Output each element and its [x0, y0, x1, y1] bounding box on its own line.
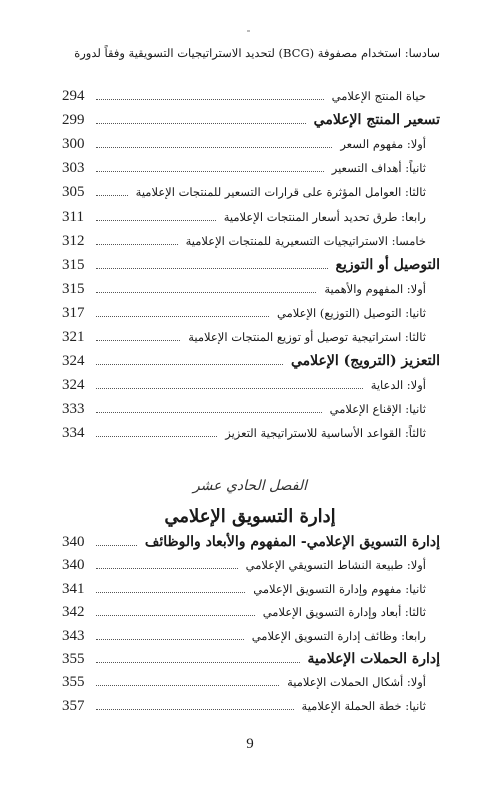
toc-entry-page: 315 [62, 280, 85, 297]
toc-entry-title: ثانيا: مفهوم وإدارة التسويق الإعلامي [253, 581, 426, 596]
toc-entry [62, 277, 440, 299]
toc-entry-title: إدارة التسويق الإعلامي- المفهوم والأبعاد والوظائف [144, 534, 440, 550]
toc-entry-page: 294 [62, 88, 85, 104]
toc-entry-title: رابعا: وظائف إدارة التسويق الإعلامي [251, 628, 426, 643]
toc-entry-page: 300 [62, 136, 85, 153]
dot-leader [96, 98, 324, 100]
toc-entry-title: أولا: مفهوم السعر [340, 137, 426, 152]
toc-entry [62, 421, 440, 443]
toc-entry-title: تسعير المنتج الإعلامي [313, 112, 440, 129]
dot-leader [96, 435, 217, 437]
toc-entry-title: أولا: الدعاية [370, 378, 426, 393]
dot-leader [96, 315, 269, 317]
toc-entry-page: 311 [62, 208, 84, 225]
toc-entry-page: 321 [62, 329, 85, 345]
toc-entry [62, 600, 440, 622]
toc-entry [62, 132, 440, 154]
toc-entry-page: 324 [62, 353, 85, 370]
toc-section-heading [62, 253, 440, 275]
chapter-title: إدارة التسويق الإعلامي [164, 506, 336, 527]
toc-entry [62, 229, 440, 251]
toc-entry [62, 325, 440, 347]
toc-entry-title: ثالثاً: القواعد الأساسية للاستراتيجية التعزيز [225, 426, 426, 441]
toc-entry-page: 303 [62, 160, 85, 177]
toc-entry-page: 305 [62, 184, 85, 201]
toc-entry-title: ثانيا: التوصيل (التوزيع) الإعلامي [277, 305, 426, 320]
toc-entry-title: إدارة الحملات الإعلامية [307, 651, 440, 667]
dot-leader [96, 661, 300, 663]
dot-leader [96, 638, 244, 640]
toc-entry-title: خامسا: الاستراتيجيات التسعيرية للمنتجات الإعلامية [185, 233, 426, 248]
toc-entry [62, 397, 440, 419]
toc-entry [62, 670, 440, 692]
dot-leader [96, 411, 322, 413]
toc-entry-page: 315 [62, 256, 85, 273]
toc-entry-title: أولا: أشكال الحملات الإعلامية [287, 675, 426, 690]
dot-leader [96, 122, 306, 124]
toc-entry-title: حياة المنتج الإعلامي [331, 89, 426, 103]
toc-entry-title: ثالثا: استراتيجية توصيل أو توزيع المنتجات الإعلامية [188, 330, 426, 344]
toc-entry-title: ثانياً: أهداف التسعير [331, 161, 426, 176]
dot-leader [96, 243, 178, 245]
toc-entry-page: 299 [62, 112, 85, 129]
dot-leader [96, 708, 294, 710]
dot-leader [96, 567, 238, 569]
toc-entry-page: 355 [62, 674, 85, 691]
dot-leader [96, 591, 245, 593]
toc-section-heading [62, 108, 440, 130]
dot-leader [96, 544, 137, 546]
dot-leader [96, 146, 332, 148]
toc-entry-title: ثالثا: أبعاد وإدارة التسويق الإعلامي [262, 605, 426, 620]
toc-entry-title: التعزيز (الترويج) الإعلامي [290, 353, 440, 370]
toc-entry-title: ثالثا: العوامل المؤثرة على قرارات التسعير للمنتجات الإعلامية [135, 185, 426, 200]
toc-entry-page: 342 [62, 604, 85, 621]
toc-section-heading [62, 349, 440, 371]
toc-entry-page: 312 [62, 232, 85, 249]
toc-entry-title: التوصيل أو التوزيع [335, 256, 440, 273]
chapter-ornament-heading: الفصل الحادي عشر [192, 478, 308, 494]
dot-leader [96, 194, 128, 196]
toc-entry-page: 355 [62, 651, 85, 667]
toc-entry [62, 577, 440, 599]
toc-section-heading [62, 530, 440, 552]
toc-entry-page: 324 [62, 377, 85, 394]
toc-wrapped-line-text: سادسا: استخدام مصفوفة (BCG) لتحديد الاستراتيجيات التسويقية وفقاً لدورة [74, 46, 440, 60]
dot-leader [96, 363, 283, 365]
toc-wrapped-line [40, 42, 440, 64]
toc-entry [62, 373, 440, 395]
toc-entry-page: 341 [62, 580, 85, 597]
dot-leader [96, 267, 328, 269]
dot-leader [96, 614, 255, 616]
toc-entry-title: رابعا: طرق تحديد أسعار المنتجات الإعلامية [223, 209, 426, 224]
toc-entry [62, 301, 440, 323]
toc-entry [62, 624, 440, 646]
dot-leader [96, 291, 316, 293]
toc-entry-title: أولا: طبيعة النشاط التسويقي الإعلامي [245, 558, 426, 573]
toc-entry-page: 334 [62, 425, 85, 442]
toc-entry-title: ثانيا: خطة الحملة الإعلامية [301, 698, 426, 713]
toc-entry [62, 553, 440, 575]
page-number: 9 [246, 736, 254, 752]
toc-entry [62, 84, 440, 106]
toc-entry [62, 180, 440, 202]
dot-leader [96, 170, 324, 172]
dot-leader [96, 219, 216, 221]
toc-entry [62, 156, 440, 178]
toc-entry [62, 205, 440, 227]
toc-section-heading [62, 647, 440, 669]
dot-leader [96, 339, 180, 341]
page-speck [247, 30, 250, 32]
toc-entry-page: 343 [62, 627, 85, 644]
toc-entry-page: 317 [62, 304, 85, 321]
toc-entry [62, 694, 440, 716]
dot-leader [96, 684, 279, 686]
toc-entry-page: 340 [62, 534, 85, 550]
toc-entry-page: 357 [62, 697, 85, 714]
dot-leader [96, 387, 363, 389]
toc-entry-title: ثانيا: الإقناع الإعلامي [329, 402, 426, 417]
toc-entry-page: 340 [62, 557, 85, 574]
toc-entry-page: 333 [62, 401, 85, 418]
toc-entry-title: أولا: المفهوم والأهمية [324, 281, 426, 296]
